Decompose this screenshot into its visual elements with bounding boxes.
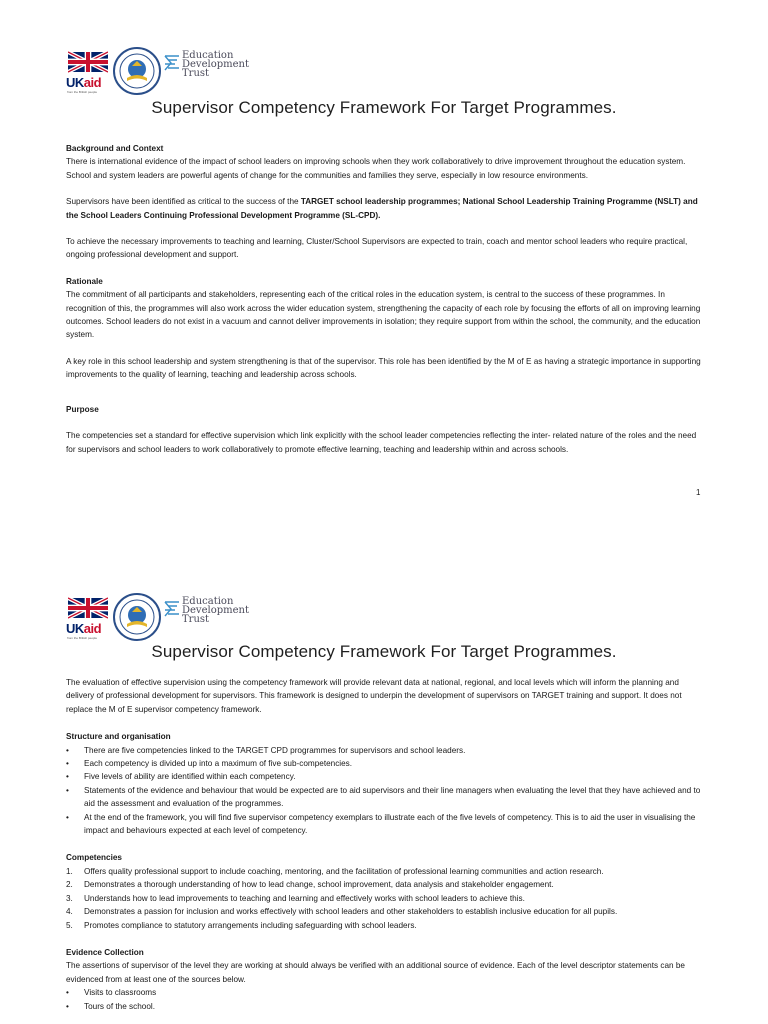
paragraph: The competencies set a standard for effective supervision which link explicitly with the school leader competencies reflecting the inter- related nature of the roles and the need for supervisors and school leaders to work collaboratively to promote effective learning, teaching and leadership within and across schools. bbox=[66, 431, 697, 454]
section-heading: Evidence Collection bbox=[66, 947, 144, 957]
list-item: 3. Understands how to lead improvements to teaching and learning and effectively works with school leaders to achieve this. bbox=[66, 893, 525, 903]
paragraph: Supervisors have been identified as critical to the success of the TARGET school leadership programmes; National School Leadership Training Programme (NSLT) and the School Leaders Continuing Professional Development Programme (SL-CPD). bbox=[66, 197, 698, 220]
list-item: 5. Promotes compliance to statutory arrangements including safeguarding with school leaders. bbox=[66, 920, 417, 930]
page-title: Supervisor Competency Framework For Target Programmes. bbox=[151, 98, 617, 117]
header-logos bbox=[66, 592, 266, 644]
section-heading: Rationale bbox=[66, 276, 103, 286]
list-item: • Visits to classrooms bbox=[66, 988, 157, 998]
list-item: 2. Demonstrates a thorough understanding of how to lead change, school improvement, data analysis and stakeholder engagement. bbox=[66, 880, 554, 890]
list-item: • At the end of the framework, you will find five supervisor competency exemplars to illustrate each of the five levels of competency. This is to aid the user in visualising the impact and behaviours expected at each level of competency. bbox=[66, 812, 696, 836]
structure-list bbox=[66, 744, 706, 838]
edt-logo-text: Education Development Trust bbox=[182, 50, 249, 79]
evidence-list bbox=[66, 986, 706, 1013]
document-page-2 bbox=[0, 572, 768, 1024]
edt-logo-mark-icon bbox=[164, 600, 180, 618]
page-1-body bbox=[66, 142, 706, 456]
competencies-list bbox=[66, 865, 706, 932]
page-title: Supervisor Competency Framework For Target Programmes. bbox=[151, 642, 617, 661]
list-item: • Each competency is divided up into a maximum of five sub-competencies. bbox=[66, 759, 353, 769]
paragraph: The evaluation of effective supervision using the competency framework will provide relevant data at national, regional, and local levels which will inform the planning and delivery of professional development for supervisors. This framework is designed to underpin the development of supervisors on TARGET training and support. It does not replace the M of E supervisor competency framework. bbox=[66, 678, 682, 714]
section-heading: Background and Context bbox=[66, 144, 164, 153]
section-heading: Structure and organisation bbox=[66, 732, 171, 742]
ukaid-subtitle: from the British people bbox=[67, 90, 98, 94]
ukaid-logo bbox=[66, 592, 110, 642]
header-logos bbox=[66, 46, 266, 98]
ukaid-subtitle: from the British people bbox=[67, 636, 98, 640]
section-heading: Purpose bbox=[66, 404, 99, 414]
ministry-seal-icon bbox=[112, 592, 162, 642]
list-item: 1. Offers quality professional support to include coaching, mentoring, and the facilitation of professional learning communities and action research. bbox=[66, 866, 604, 876]
edt-logo-text: Education Development Trust bbox=[182, 596, 249, 625]
paragraph: To achieve the necessary improvements to teaching and learning, Cluster/School Supervisors are expected to train, coach and mentor school leaders who require practical, ongoing professional development and support. bbox=[66, 237, 688, 260]
list-item: • Tours of the school. bbox=[66, 1001, 155, 1011]
paragraph: A key role in this school leadership and system strengthening is that of the supervisor. This role has been identified by the M of E as having a strategic importance in supporting improvements to the quality of learning, teaching and leadership across schools. bbox=[66, 356, 701, 380]
union-flag-icon bbox=[68, 594, 108, 622]
ministry-seal-icon bbox=[112, 46, 162, 96]
union-flag-icon bbox=[68, 48, 108, 76]
page-2-body bbox=[66, 676, 706, 1013]
paragraph: There is international evidence of the impact of school leaders on improving schools when they work collaboratively to drive improvement throughout the education system. School and system leaders are powerful agents of change for the communities and families they serve, especially in low resource environments. bbox=[66, 157, 686, 180]
ukaid-wordmark: UKaid bbox=[66, 75, 102, 90]
edt-logo-mark-icon bbox=[164, 54, 180, 72]
list-item: • Five levels of ability are identified within each competency. bbox=[66, 772, 296, 782]
ukaid-wordmark: UKaid bbox=[66, 621, 102, 636]
list-item: • There are five competencies linked to the TARGET CPD programmes for supervisors and school leaders. bbox=[66, 745, 466, 755]
list-item: 4. Demonstrates a passion for inclusion and works effectively with school leaders and other stakeholders to establish inclusive education for all pupils. bbox=[66, 907, 618, 917]
paragraph: The commitment of all participants and stakeholders, representing each of the critical roles in the education system, is central to the success of these programmes. In recognition of this, the programmes will also work across the wider education system, strengthening the capacity of each role by focusing the efforts of all on improving learning outcomes. School leaders do not exist in a vacuum and cannot deliver improvements in isolation; they require support from within the school, the community, and the education system. bbox=[66, 290, 701, 340]
list-item: • Statements of the evidence and behaviour that would be expected are to aid supervisors and their line managers when evaluating the level that they have achieved and to aid the assessment and evaluation of the programmes. bbox=[66, 785, 701, 809]
page-number: 1 bbox=[696, 488, 701, 497]
paragraph: The assertions of supervisor of the level they are working at should always be verified with an additional source of evidence. Each of the level descriptor statements can be evidenced from at least one of the sources below. bbox=[66, 961, 685, 984]
ukaid-logo bbox=[66, 46, 110, 96]
section-heading: Competencies bbox=[66, 853, 122, 863]
